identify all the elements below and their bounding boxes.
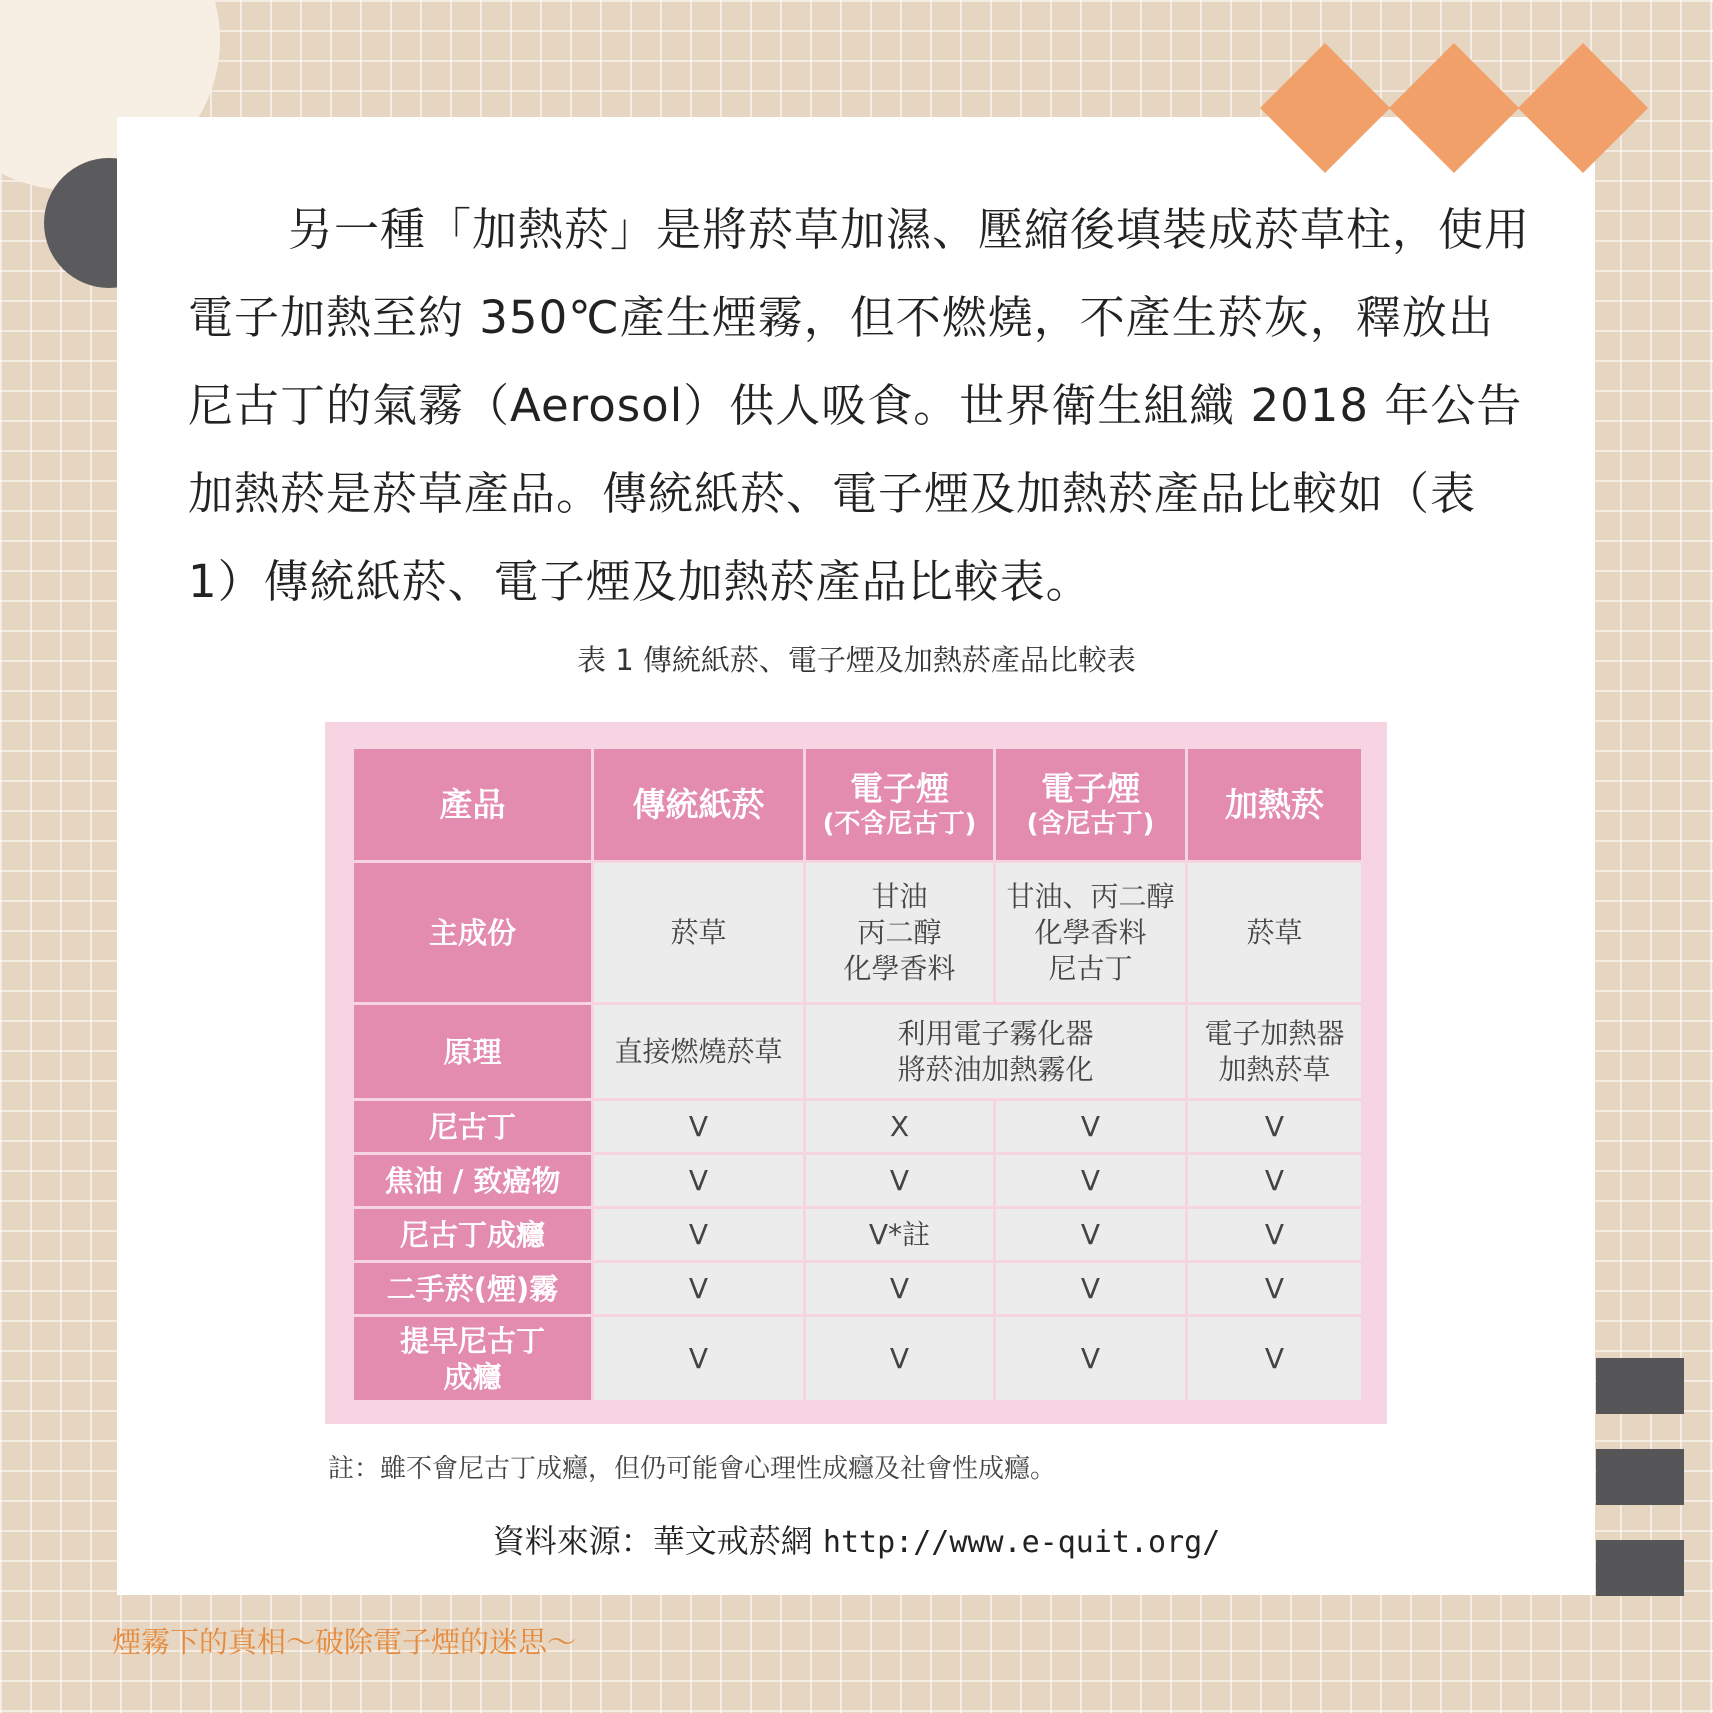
cell-addiction-ecig-no-nicotine-mark: V bbox=[868, 1217, 889, 1251]
row-label-secondhand: 二手菸(煙)霧 bbox=[353, 1262, 593, 1316]
table-row bbox=[353, 1208, 1363, 1262]
cell-principle-heated: 電子加熱器 加熱菸草 bbox=[1187, 1004, 1363, 1100]
header-ecig-nicotine-title: 電子煙 bbox=[1041, 768, 1140, 808]
cell-secondhand-ecig-nicotine: V bbox=[995, 1262, 1187, 1316]
cell-nicotine-ecig-nicotine: V bbox=[995, 1100, 1187, 1154]
table-row bbox=[353, 1316, 1363, 1402]
cell-ingredients-heated: 菸草 bbox=[1187, 862, 1363, 1004]
cell-ingredients-ecig-nicotine: 甘油、丙二醇 化學香料 尼古丁 bbox=[995, 862, 1187, 1004]
cell-nicotine-ecig-no-nicotine: X bbox=[805, 1100, 995, 1154]
row-label-nicotine: 尼古丁 bbox=[353, 1100, 593, 1154]
table-row bbox=[353, 862, 1363, 1004]
header-ecig-no-nicotine-title: 電子煙 bbox=[850, 768, 949, 808]
table-row bbox=[353, 1154, 1363, 1208]
header-ecig-nicotine bbox=[995, 748, 1187, 862]
cell-secondhand-traditional: V bbox=[593, 1262, 805, 1316]
cell-tar-heated: V bbox=[1187, 1154, 1363, 1208]
row-label-addiction: 尼古丁成癮 bbox=[353, 1208, 593, 1262]
row-label-principle: 原理 bbox=[353, 1004, 593, 1100]
table-row bbox=[353, 1262, 1363, 1316]
header-product: 產品 bbox=[353, 748, 593, 862]
table-footnote: 註：雖不會尼古丁成癮，但仍可能會心理性成癮及社會性成癮。 bbox=[328, 1454, 1057, 1484]
cell-ingredients-ecig-no-nicotine: 甘油 丙二醇 化學香料 bbox=[805, 862, 995, 1004]
cell-early-traditional: V bbox=[593, 1316, 805, 1402]
source-line bbox=[0, 1516, 1713, 1562]
cell-nicotine-traditional: V bbox=[593, 1100, 805, 1154]
cell-early-heated: V bbox=[1187, 1316, 1363, 1402]
table-header-row bbox=[353, 748, 1363, 862]
decorative-bar-1 bbox=[1596, 1358, 1684, 1414]
cell-nicotine-heated: V bbox=[1187, 1100, 1363, 1154]
comparison-table bbox=[351, 746, 1364, 1403]
source-link[interactable]: http://www.e-quit.org/ bbox=[822, 1525, 1221, 1560]
cell-principle-ecig: 利用電子霧化器 將菸油加熱霧化 bbox=[805, 1004, 1187, 1100]
cell-early-ecig-no-nicotine: V bbox=[805, 1316, 995, 1402]
cell-tar-ecig-nicotine: V bbox=[995, 1154, 1187, 1208]
source-label: 資料來源：華文戒菸網 bbox=[492, 1522, 813, 1560]
cell-secondhand-ecig-no-nicotine: V bbox=[805, 1262, 995, 1316]
cell-tar-ecig-no-nicotine: V bbox=[805, 1154, 995, 1208]
table-row bbox=[353, 1004, 1363, 1100]
cell-principle-traditional: 直接燃燒菸草 bbox=[593, 1004, 805, 1100]
footnote-marker: *註 bbox=[888, 1217, 931, 1251]
cell-early-ecig-nicotine: V bbox=[995, 1316, 1187, 1402]
header-ecig-no-nicotine-sub: (不含尼古丁) bbox=[822, 808, 977, 839]
cell-addiction-traditional: V bbox=[593, 1208, 805, 1262]
header-ecig-no-nicotine bbox=[805, 748, 995, 862]
row-label-early: 提早尼古丁 成癮 bbox=[353, 1316, 593, 1402]
page-footer-title: 煙霧下的真相～破除電子煙的迷思～ bbox=[112, 1625, 577, 1659]
cell-secondhand-heated: V bbox=[1187, 1262, 1363, 1316]
row-label-ingredients: 主成份 bbox=[353, 862, 593, 1004]
comparison-table-frame bbox=[325, 722, 1387, 1424]
cell-ingredients-traditional: 菸草 bbox=[593, 862, 805, 1004]
cell-addiction-heated: V bbox=[1187, 1208, 1363, 1262]
cell-addiction-ecig-nicotine: V bbox=[995, 1208, 1187, 1262]
header-heated: 加熱菸 bbox=[1187, 748, 1363, 862]
cell-addiction-ecig-no-nicotine bbox=[805, 1208, 995, 1262]
row-label-tar: 焦油 / 致癌物 bbox=[353, 1154, 593, 1208]
cell-tar-traditional: V bbox=[593, 1154, 805, 1208]
header-traditional: 傳統紙菸 bbox=[593, 748, 805, 862]
table-row bbox=[353, 1100, 1363, 1154]
body-paragraph: 另一種「加熱菸」是將菸草加濕、壓縮後填裝成菸草柱，使用電子加熱至約 350℃產生煙霧，但不燃燒，不產生菸灰，釋放出尼古丁的氣霧（Aerosol）供人吸食。世界衛生組織 2018 年公告加熱菸是菸草產品。傳統紙菸、電子煙及加熱菸產品比較如（表 1）傳統紙菸、電子煙及加熱菸產品比較表。 bbox=[188, 203, 1531, 608]
decorative-bar-2 bbox=[1596, 1449, 1684, 1505]
header-ecig-nicotine-sub: (含尼古丁) bbox=[1026, 808, 1155, 839]
table-caption: 表 1 傳統紙菸、電子煙及加熱菸產品比較表 bbox=[577, 643, 1136, 677]
